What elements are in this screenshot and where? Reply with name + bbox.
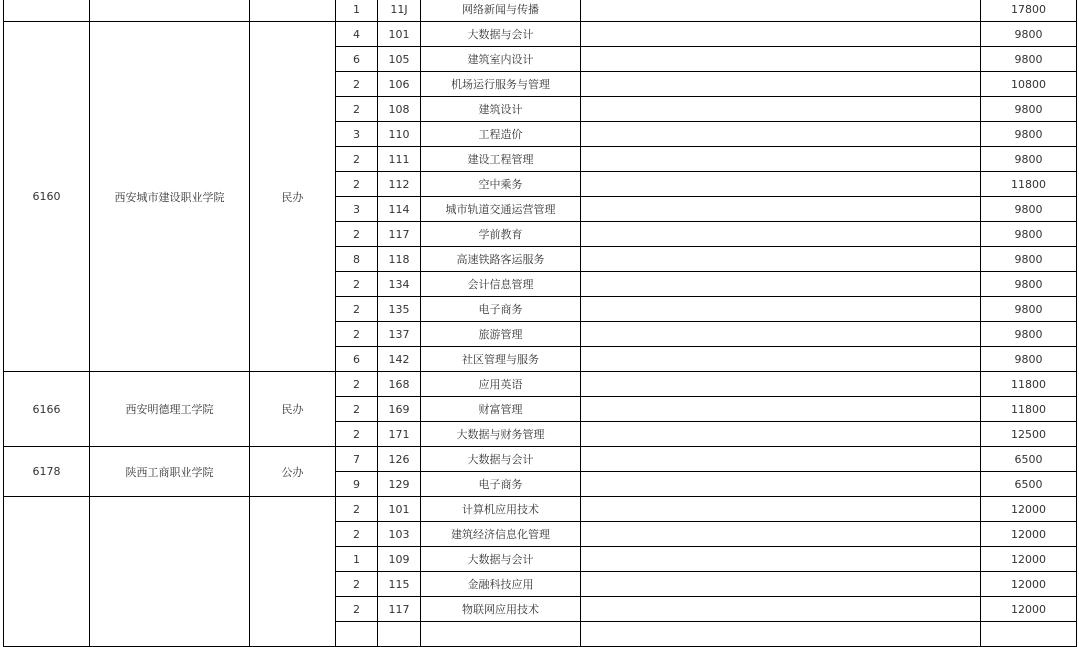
school-code-cell: [4, 497, 90, 647]
major-name-cell: 建筑经济信息化管理: [421, 522, 581, 547]
major-code-cell: 114: [378, 197, 421, 222]
note-cell: [581, 22, 981, 47]
table-row: [4, 0, 1077, 22]
plan-count-cell: 1: [336, 547, 378, 572]
plan-count-cell: [336, 622, 378, 647]
major-code-cell: 142: [378, 347, 421, 372]
school-name-cell: 西安明德理工学院: [90, 372, 250, 447]
plan-count-cell: 2: [336, 422, 378, 447]
plan-count-cell: 1: [336, 0, 378, 22]
tuition-fee-cell: 11800: [981, 172, 1077, 197]
major-code-cell: 112: [378, 172, 421, 197]
plan-count-cell: 7: [336, 447, 378, 472]
note-cell: [581, 422, 981, 447]
tuition-fee-cell: 10800: [981, 72, 1077, 97]
major-code-cell: 108: [378, 97, 421, 122]
tuition-fee-cell: 12000: [981, 547, 1077, 572]
table-row: [4, 22, 1077, 47]
plan-count-cell: 2: [336, 222, 378, 247]
major-name-cell: 会计信息管理: [421, 272, 581, 297]
major-name-cell: 城市轨道交通运营管理: [421, 197, 581, 222]
note-cell: [581, 322, 981, 347]
major-code-cell: 168: [378, 372, 421, 397]
note-cell: [581, 622, 981, 647]
major-name-cell: 旅游管理: [421, 322, 581, 347]
plan-count-cell: 2: [336, 147, 378, 172]
table-row: [4, 372, 1077, 397]
plan-count-cell: 2: [336, 372, 378, 397]
table-row: [4, 447, 1077, 472]
note-cell: [581, 572, 981, 597]
note-cell: [581, 297, 981, 322]
school-type-cell: [250, 0, 336, 22]
note-cell: [581, 372, 981, 397]
major-code-cell: 106: [378, 72, 421, 97]
note-cell: [581, 397, 981, 422]
plan-count-cell: 2: [336, 497, 378, 522]
school-code-cell: 6178: [4, 447, 90, 497]
major-name-cell: 大数据与财务管理: [421, 422, 581, 447]
major-code-cell: 117: [378, 222, 421, 247]
major-code-cell: 111: [378, 147, 421, 172]
note-cell: [581, 447, 981, 472]
tuition-fee-cell: 9800: [981, 147, 1077, 172]
note-cell: [581, 522, 981, 547]
major-code-cell: 126: [378, 447, 421, 472]
tuition-fee-cell: 9800: [981, 47, 1077, 72]
table-row: [4, 497, 1077, 522]
tuition-fee-cell: 12000: [981, 497, 1077, 522]
note-cell: [581, 597, 981, 622]
major-code-cell: 110: [378, 122, 421, 147]
major-name-cell: 电子商务: [421, 472, 581, 497]
major-name-cell: 大数据与会计: [421, 447, 581, 472]
major-name-cell: 应用英语: [421, 372, 581, 397]
tuition-fee-cell: 17800: [981, 0, 1077, 22]
tuition-fee-cell: 9800: [981, 97, 1077, 122]
plan-count-cell: 6: [336, 47, 378, 72]
school-name-cell: [90, 497, 250, 647]
major-code-cell: 137: [378, 322, 421, 347]
school-code-cell: [4, 0, 90, 22]
tuition-fee-cell: 9800: [981, 247, 1077, 272]
tuition-fee-cell: 9800: [981, 222, 1077, 247]
school-name-cell: 陕西工商职业学院: [90, 447, 250, 497]
major-code-cell: 109: [378, 547, 421, 572]
plan-count-cell: 2: [336, 272, 378, 297]
note-cell: [581, 347, 981, 372]
table-body: [4, 0, 1077, 647]
tuition-fee-cell: 9800: [981, 22, 1077, 47]
major-name-cell: 财富管理: [421, 397, 581, 422]
tuition-fee-cell: 11800: [981, 397, 1077, 422]
note-cell: [581, 497, 981, 522]
major-code-cell: 103: [378, 522, 421, 547]
plan-count-cell: 2: [336, 572, 378, 597]
note-cell: [581, 72, 981, 97]
tuition-fee-cell: 6500: [981, 447, 1077, 472]
major-name-cell: 大数据与会计: [421, 22, 581, 47]
major-code-cell: 134: [378, 272, 421, 297]
plan-count-cell: 2: [336, 172, 378, 197]
note-cell: [581, 197, 981, 222]
school-code-cell: 6160: [4, 22, 90, 372]
note-cell: [581, 97, 981, 122]
major-name-cell: 电子商务: [421, 297, 581, 322]
major-code-cell: 115: [378, 572, 421, 597]
plan-count-cell: 6: [336, 347, 378, 372]
plan-count-cell: 4: [336, 22, 378, 47]
major-code-cell: 118: [378, 247, 421, 272]
major-name-cell: 工程造价: [421, 122, 581, 147]
major-code-cell: [378, 622, 421, 647]
note-cell: [581, 122, 981, 147]
major-code-cell: 11J: [378, 0, 421, 22]
major-name-cell: 网络新闻与传播: [421, 0, 581, 22]
tuition-fee-cell: 9800: [981, 122, 1077, 147]
major-code-cell: 117: [378, 597, 421, 622]
major-name-cell: 高速铁路客运服务: [421, 247, 581, 272]
tuition-fee-cell: [981, 622, 1077, 647]
major-name-cell: 建设工程管理: [421, 147, 581, 172]
note-cell: [581, 47, 981, 72]
note-cell: [581, 272, 981, 297]
plan-count-cell: 2: [336, 522, 378, 547]
tuition-fee-cell: 6500: [981, 472, 1077, 497]
major-name-cell: 建筑设计: [421, 97, 581, 122]
major-name-cell: 学前教育: [421, 222, 581, 247]
tuition-fee-cell: 12000: [981, 597, 1077, 622]
plan-count-cell: 2: [336, 97, 378, 122]
admissions-table-container: [3, 0, 1076, 647]
plan-count-cell: 2: [336, 397, 378, 422]
major-name-cell: [421, 622, 581, 647]
tuition-fee-cell: 9800: [981, 347, 1077, 372]
plan-count-cell: 9: [336, 472, 378, 497]
plan-count-cell: 2: [336, 297, 378, 322]
school-type-cell: 公办: [250, 447, 336, 497]
major-code-cell: 171: [378, 422, 421, 447]
school-type-cell: 民办: [250, 22, 336, 372]
major-code-cell: 101: [378, 497, 421, 522]
tuition-fee-cell: 12000: [981, 572, 1077, 597]
tuition-fee-cell: 11800: [981, 372, 1077, 397]
tuition-fee-cell: 12000: [981, 522, 1077, 547]
tuition-fee-cell: 9800: [981, 197, 1077, 222]
major-name-cell: 金融科技应用: [421, 572, 581, 597]
major-name-cell: 空中乘务: [421, 172, 581, 197]
tuition-fee-cell: 12500: [981, 422, 1077, 447]
plan-count-cell: 3: [336, 197, 378, 222]
admissions-plan-table: [3, 0, 1077, 647]
plan-count-cell: 2: [336, 597, 378, 622]
note-cell: [581, 172, 981, 197]
tuition-fee-cell: 9800: [981, 272, 1077, 297]
school-type-cell: 民办: [250, 372, 336, 447]
school-name-cell: 西安城市建设职业学院: [90, 22, 250, 372]
note-cell: [581, 247, 981, 272]
school-code-cell: 6166: [4, 372, 90, 447]
plan-count-cell: 2: [336, 322, 378, 347]
major-name-cell: 大数据与会计: [421, 547, 581, 572]
note-cell: [581, 147, 981, 172]
note-cell: [581, 222, 981, 247]
major-code-cell: 101: [378, 22, 421, 47]
major-name-cell: 计算机应用技术: [421, 497, 581, 522]
plan-count-cell: 2: [336, 72, 378, 97]
major-code-cell: 129: [378, 472, 421, 497]
tuition-fee-cell: 9800: [981, 297, 1077, 322]
major-code-cell: 169: [378, 397, 421, 422]
note-cell: [581, 0, 981, 22]
major-code-cell: 105: [378, 47, 421, 72]
major-code-cell: 135: [378, 297, 421, 322]
plan-count-cell: 3: [336, 122, 378, 147]
major-name-cell: 建筑室内设计: [421, 47, 581, 72]
plan-count-cell: 8: [336, 247, 378, 272]
note-cell: [581, 472, 981, 497]
tuition-fee-cell: 9800: [981, 322, 1077, 347]
major-name-cell: 机场运行服务与管理: [421, 72, 581, 97]
major-name-cell: 物联网应用技术: [421, 597, 581, 622]
major-name-cell: 社区管理与服务: [421, 347, 581, 372]
school-name-cell: [90, 0, 250, 22]
note-cell: [581, 547, 981, 572]
school-type-cell: [250, 497, 336, 647]
